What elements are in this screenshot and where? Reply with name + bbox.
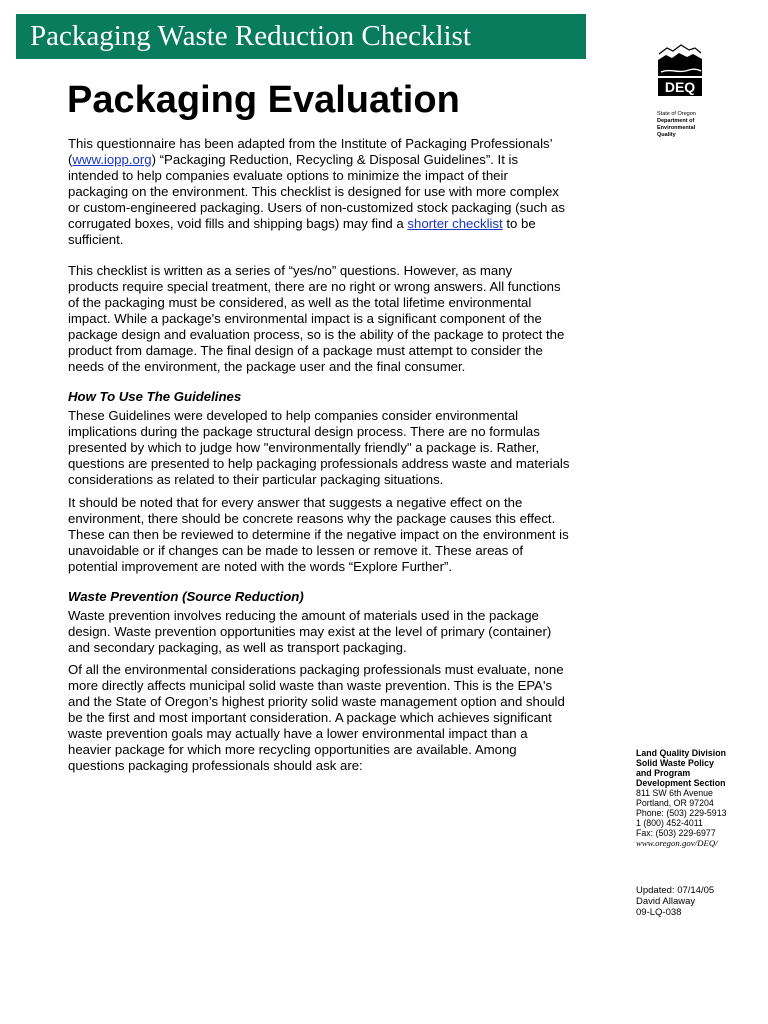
text-line: packaging on the environment. This checklist is designed for use with more complex [68,184,559,199]
intro-paragraph [68,136,596,248]
shorter-checklist-link[interactable]: shorter checklist [407,216,503,231]
tollfree-number: 1 (800) 452-4011 [636,818,703,828]
text-line: impact. While a package's environmental impact is a significant component of the [68,311,542,326]
iopp-link[interactable]: www.iopp.org [72,152,152,167]
text-line: of the packaging must be considered, as well as the total lifetime environmental [68,295,532,310]
text-line: product from damage. The final design of a package must attempt to consider the [68,343,543,358]
text-line: and the State of Oregon’s highest priority solid waste management option and should [68,694,565,709]
text-line: package design and evaluation process, so is the ability of the package to protect the [68,327,565,342]
text-line: These can then be reviewed to determine if the negative impact on the environment is [68,527,569,542]
text-line: (www.iopp.org) “Packaging Reduction, Recycling & Disposal Guidelines”. It is [68,152,519,167]
section-name: and Program [636,768,691,778]
contact-sidebar [636,748,764,848]
text-line: This checklist is written as a series of “yes/no” questions. However, as many [68,263,513,278]
text-line: or custom-engineered packaging. Users of non-customized stock packaging (such as [68,200,565,215]
text-line: heavier package for which more recycling opportunities are available. Among [68,742,517,757]
text-line: sufficient. [68,232,124,247]
banner-title: Packaging Waste Reduction Checklist [30,20,471,52]
street-address: 811 SW 6th Avenue [636,788,713,798]
author-name: David Allaway [636,896,696,907]
text-line: considerations as related to their particular packaging situations. [68,472,444,487]
page-title: Packaging Evaluation [67,79,460,121]
checklist-description-paragraph [68,263,596,375]
text-line: design. Waste prevention opportunities may exist at the level of primary (container) [68,624,552,639]
logo-caption: State of Oregon Department of Environmental Quality [657,111,696,138]
text-line: This questionnaire has been adapted from the Institute of Packaging Professionals’ [68,136,553,151]
deq-logo-icon [657,42,703,98]
guidelines-paragraph-1 [68,408,596,488]
text-line: implications during the package structural design process. There are no formulas [68,424,540,439]
header-banner [16,14,586,59]
division-name: Land Quality Division [636,748,726,758]
updated-date: Updated: 07/14/05 [636,885,715,896]
fax-number: Fax: (503) 229-6977 [636,828,716,838]
section-heading-guidelines: How To Use The Guidelines [68,389,242,404]
document-code: 09-LQ-038 [636,907,682,918]
text-line: presented by which to judge how "environmentally friendly" a package is. Rather, [68,440,540,455]
text-line: intended to help companies evaluate options to minimize the impact of their [68,168,508,183]
website-link[interactable]: www.oregon.gov/DEQ/ [636,838,718,848]
text-line: These Guidelines were developed to help companies consider environmental [68,408,519,423]
section-name: Solid Waste Policy [636,758,714,768]
city-address: Portland, OR 97204 [636,798,714,808]
text-line: products require special treatment, there are no right or wrong answers. All functions [68,279,561,294]
text-line: waste prevention goals may actually have a lower environmental impact than a [68,726,528,741]
section-name: Development Section [636,778,726,788]
text-line: be the first and most important consideration. A package which achieves significant [68,710,552,725]
text-line: Of all the environmental considerations packaging professionals must evaluate, none [68,662,564,677]
text-line: potential improvement are noted with the words “Explore Further”. [68,559,453,574]
text-line: questions are presented to help packaging professionals address waste and materials [68,456,570,471]
text-line: more directly affects municipal solid waste than waste prevention. This is the EPA's [68,678,553,693]
phone-number: Phone: (503) 229-5913 [636,808,727,818]
waste-prevention-paragraph-2 [68,662,596,774]
guidelines-paragraph-2 [68,495,596,575]
text-line: environment, there should be concrete reasons why the package causes this effect. [68,511,556,526]
text-line: Waste prevention involves reducing the amount of materials used in the package [68,608,539,623]
update-info [636,885,764,918]
text-line: needs of the environment, the package user and the final consumer. [68,359,466,374]
text-line: It should be noted that for every answer that suggests a negative effect on the [68,495,523,510]
text-line: and secondary packaging, as well as transport packaging. [68,640,407,655]
text-line: questions packaging professionals should ask are: [68,758,363,773]
text-line: unavoidable or if changes can be made to lessen or remove it. These areas of [68,543,523,558]
waste-prevention-paragraph-1 [68,608,596,656]
text-line: corrugated boxes, void fills and shipping bags) may find a shorter checklist to be [68,216,536,231]
section-heading-waste-prevention: Waste Prevention (Source Reduction) [68,589,304,604]
logo-text: DEQ [664,79,696,95]
